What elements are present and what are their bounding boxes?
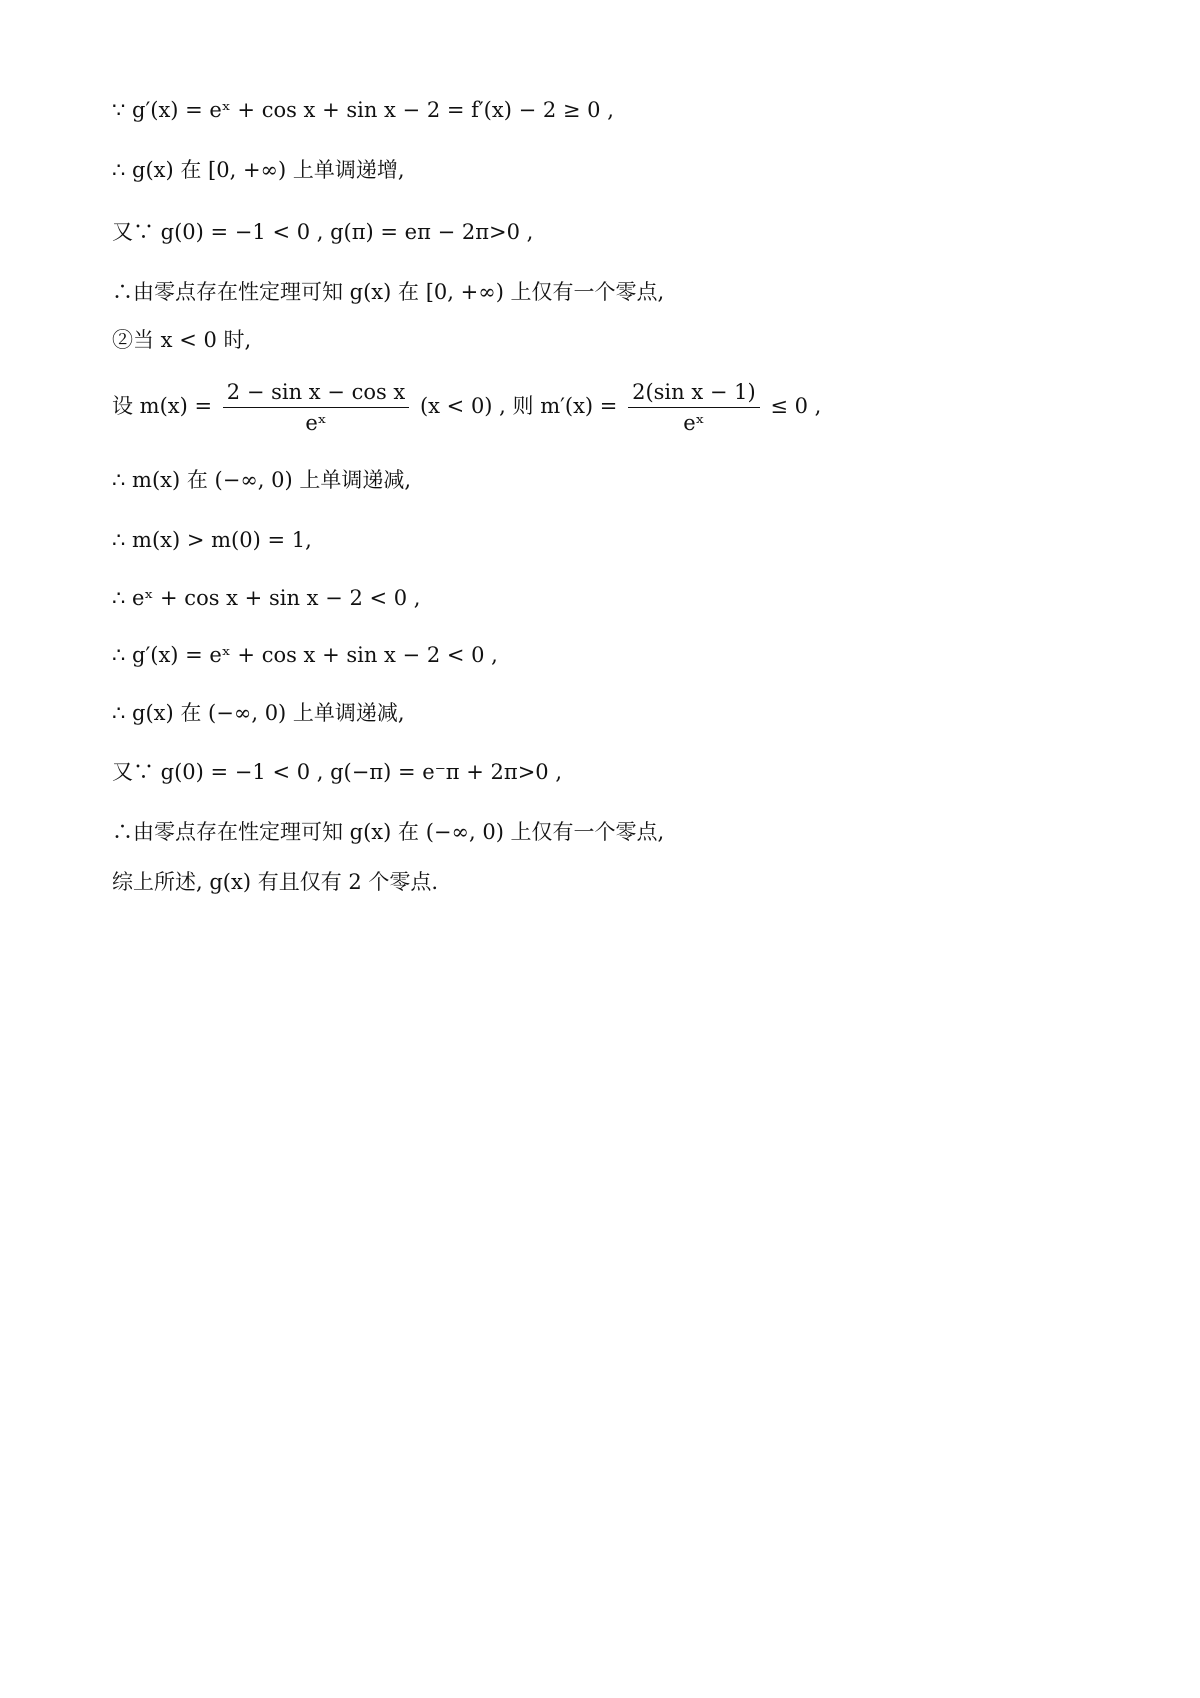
fraction-2-numerator: 2(sin x − 1) (628, 380, 760, 408)
fraction-1-numerator: 2 − sin x − cos x (223, 380, 410, 408)
text-line-3: 又∵ g(0) = −1 < 0 , g(π) = eπ − 2π>0 , (112, 220, 534, 244)
text-line-11: ∴ g(x) 在 (−∞, 0) 上单调递减, (112, 701, 405, 725)
text-line-2: ∴ g(x) 在 [0, +∞) 上单调递增, (112, 158, 405, 182)
fraction-1-denominator: eˣ (305, 411, 327, 435)
fraction-2 (628, 380, 760, 435)
text-line-8: ∴ m(x) > m(0) = 1, (112, 528, 312, 552)
text-line-7: ∴ m(x) 在 (−∞, 0) 上单调递减, (112, 468, 412, 492)
text-line-1: ∵ g′(x) = eˣ + cos x + sin x − 2 = f′(x) − 2 ≥ 0 , (112, 98, 614, 122)
fraction-1 (223, 380, 410, 435)
text-line-4: ∴由零点存在性定理可知 g(x) 在 [0, +∞) 上仅有一个零点, (112, 280, 665, 304)
fraction-line-mid: (x < 0) , 则 m′(x) = (419, 394, 618, 418)
text-line-9: ∴ eˣ + cos x + sin x − 2 < 0 , (112, 586, 421, 610)
text-line-13: ∴由零点存在性定理可知 g(x) 在 (−∞, 0) 上仅有一个零点, (112, 820, 665, 844)
fraction-line-pre: 设 m(x) = (112, 394, 213, 418)
text-line-5: ②当 x < 0 时, (112, 328, 252, 352)
text-line-10: ∴ g′(x) = eˣ + cos x + sin x − 2 < 0 , (112, 643, 498, 667)
fraction-line-post: ≤ 0 , (770, 394, 822, 418)
text-line-12: 又∵ g(0) = −1 < 0 , g(−π) = e⁻π + 2π>0 , (112, 760, 563, 784)
fraction-2-denominator: eˣ (683, 411, 705, 435)
text-line-14: 综上所述, g(x) 有且仅有 2 个零点. (112, 870, 439, 894)
fraction-line (112, 380, 821, 435)
